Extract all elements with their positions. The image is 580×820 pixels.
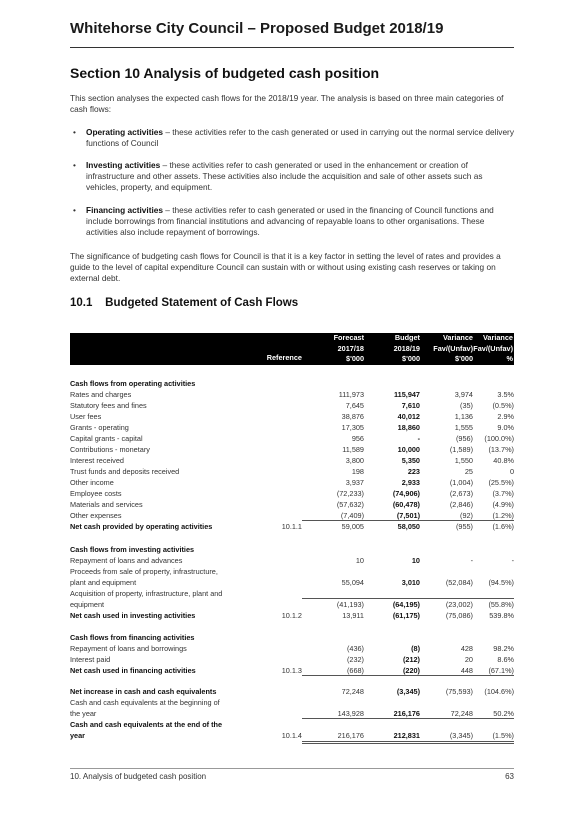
row-variance-percent: (0.5%)	[492, 401, 514, 410]
row-variance-percent: (67.1%)	[488, 666, 514, 675]
table-row	[70, 555, 514, 566]
row-label: Cash flows from financing activities	[70, 633, 195, 642]
bullet-term: Operating activities	[86, 127, 164, 137]
row-reference: 10.1.1	[281, 522, 302, 531]
row-label: Repayment of loans and borrowings	[70, 644, 187, 653]
col-variance-line: Variance	[482, 333, 513, 342]
table-row	[70, 566, 514, 577]
table-total-row	[70, 686, 514, 697]
row-variance: 25	[464, 467, 473, 476]
table-total-row	[70, 719, 514, 730]
table-section-heading	[70, 378, 514, 389]
row-variance-percent: (25.5%)	[488, 478, 514, 487]
row-variance: (75,086)	[445, 611, 473, 620]
subsection-title: 10.1 Budgeted Statement of Cash Flows	[70, 297, 299, 309]
row-forecast: (7,409)	[340, 511, 364, 520]
table-underline	[302, 598, 514, 599]
row-variance-percent: (1.5%)	[492, 731, 514, 740]
row-variance: 1,136	[454, 412, 473, 421]
row-forecast: (668)	[346, 666, 364, 675]
footer-divider	[70, 768, 514, 769]
row-variance-percent: 98.2%	[493, 644, 514, 653]
table-underline	[302, 743, 514, 744]
table-row	[70, 389, 514, 400]
row-budget: 2,933	[401, 478, 420, 487]
row-budget: 216,176	[393, 709, 420, 718]
table-row	[70, 643, 514, 654]
bullet-text	[86, 160, 514, 193]
row-label: Cash flows from operating activities	[70, 379, 196, 388]
row-label: Net cash used in investing activities	[70, 611, 196, 620]
bullet-dot-icon: •	[73, 160, 76, 170]
row-label: Employee costs	[70, 489, 122, 498]
row-label: Grants - operating	[70, 423, 129, 432]
row-label: Net increase in cash and cash equivalents	[70, 687, 217, 696]
row-budget: 212,831	[393, 731, 420, 740]
row-variance-percent: (55.8%)	[488, 600, 514, 609]
row-variance: (1,589)	[449, 445, 473, 454]
row-label: Cash flows from investing activities	[70, 545, 195, 554]
row-variance-percent: (1.2%)	[492, 511, 514, 520]
row-variance: -	[470, 556, 473, 565]
table-row	[70, 697, 514, 708]
table-total-row	[70, 521, 514, 532]
row-forecast: 59,005	[341, 522, 364, 531]
row-budget: 7,610	[401, 401, 420, 410]
col-forecast-line: $'000	[346, 354, 364, 363]
document-header: Whitehorse City Council – Proposed Budget 2018/19	[70, 20, 444, 37]
row-variance: (956)	[455, 434, 473, 443]
row-budget: (61,175)	[392, 611, 420, 620]
row-budget: 223	[407, 467, 420, 476]
row-forecast: (41,193)	[336, 600, 364, 609]
table-row	[70, 466, 514, 477]
bullet-operating	[70, 127, 514, 149]
row-variance: (955)	[455, 522, 473, 531]
row-forecast: (72,233)	[336, 489, 364, 498]
row-variance-percent: 50.2%	[493, 709, 514, 718]
row-forecast: 72,248	[341, 687, 364, 696]
row-variance-percent: 539.8%	[489, 611, 514, 620]
table-underline	[302, 718, 514, 719]
row-forecast: 17,305	[341, 423, 364, 432]
row-variance-percent: (94.5%)	[488, 578, 514, 587]
row-budget: 18,860	[397, 423, 420, 432]
col-variance-line: $'000	[455, 354, 473, 363]
row-forecast: 216,176	[337, 731, 364, 740]
row-label: Other income	[70, 478, 114, 487]
row-forecast: 55,094	[341, 578, 364, 587]
row-variance: (92)	[460, 511, 473, 520]
row-budget: 58,050	[397, 522, 420, 531]
row-label: User fees	[70, 412, 102, 421]
significance-paragraph: The significance of budgeting cash flows for Council is that it is a key factor in setting the level of rates and provides a guide to the level of capital expenditure Council can sustain with or without using existing cash reserves or taking on external debt.	[70, 251, 501, 283]
row-forecast: 13,911	[342, 611, 364, 620]
table-total-row	[70, 610, 514, 621]
bullet-description: – these activities refer to cash generated or used in the financing of Council functions and include borrowings from financial institutions and advancing of repayable loans to other organisations. These activities also include repayment of borrowings.	[86, 205, 494, 237]
row-variance: 1,555	[454, 423, 473, 432]
col-reference: Reference	[266, 353, 302, 362]
header-divider	[70, 47, 514, 48]
row-label: Acquisition of property, infrastructure, plant and	[70, 589, 223, 598]
row-variance-percent: 3.5%	[497, 390, 514, 399]
row-budget: (220)	[402, 666, 420, 675]
col-budget-line: Budget	[394, 333, 420, 342]
row-label: year	[70, 731, 86, 740]
col-budget	[364, 333, 420, 365]
table-row	[70, 455, 514, 466]
row-label: Contributions - monetary	[70, 445, 150, 454]
col-variance-line: Fav/(Unfav)	[473, 343, 513, 353]
table-underline	[302, 675, 514, 676]
row-forecast: (436)	[346, 644, 364, 653]
col-budget-line: 2018/19	[393, 343, 420, 353]
row-budget: (7,501)	[396, 511, 420, 520]
bullet-description: – these activities refer to the cash generated or used in carrying out the normal service delivery functions of Council	[86, 127, 514, 148]
row-forecast: 3,937	[345, 478, 364, 487]
intro-paragraph: This section analyses the expected cash flows for the 2018/19 year. The analysis is based on three main categories of cash flows:	[70, 93, 504, 114]
table-row	[70, 400, 514, 411]
row-forecast: (232)	[346, 655, 364, 664]
row-label: Interest received	[70, 456, 124, 465]
row-label: equipment	[70, 600, 105, 609]
table-underline	[302, 520, 514, 521]
row-forecast: 198	[351, 467, 364, 476]
row-forecast: 7,645	[345, 401, 364, 410]
row-budget: (212)	[402, 655, 420, 664]
bullet-financing	[70, 205, 514, 238]
row-variance-percent: -	[511, 556, 514, 565]
table-row	[70, 488, 514, 499]
row-label: Materials and services	[70, 500, 143, 509]
row-variance: (23,002)	[445, 600, 473, 609]
table-row	[70, 444, 514, 455]
row-variance: (52,084)	[445, 578, 473, 587]
section-title: Section 10 Analysis of budgeted cash position	[70, 65, 380, 81]
bullet-text	[86, 127, 514, 149]
row-label: Interest paid	[70, 655, 111, 664]
row-budget: 3,010	[401, 578, 420, 587]
table-header	[70, 333, 514, 365]
col-variance-percent	[473, 333, 513, 365]
row-variance-percent: 8.6%	[497, 655, 514, 664]
table-row	[70, 499, 514, 510]
table-row	[70, 599, 514, 610]
row-label: Cash and cash equivalents at the beginning of	[70, 698, 220, 707]
table-row	[70, 654, 514, 665]
col-variance-line: %	[506, 354, 513, 363]
row-variance-percent: 40.8%	[493, 456, 514, 465]
row-label: Rates and charges	[70, 390, 132, 399]
table-row	[70, 433, 514, 444]
bullet-term: Investing activities	[86, 160, 161, 170]
row-budget: (64,195)	[392, 600, 420, 609]
col-budget-line: $'000	[402, 354, 420, 363]
row-forecast: 38,876	[341, 412, 364, 421]
row-forecast: (57,632)	[336, 500, 364, 509]
bullet-investing	[70, 160, 514, 193]
row-variance: 3,974	[454, 390, 473, 399]
row-label: Other expenses	[70, 511, 122, 520]
row-variance-percent: (4.9%)	[492, 500, 514, 509]
row-variance: (2,846)	[449, 500, 473, 509]
row-reference: 10.1.2	[281, 611, 302, 620]
row-budget: (60,478)	[392, 500, 420, 509]
bullet-description: – these activities refer to cash generated or used in the enhancement or creation of infrastructure and other assets. These activities also include the acquisition and sale of other assets such as vehicles, property, and equipment.	[86, 160, 483, 192]
row-variance-percent: 0	[509, 467, 514, 476]
table-row	[70, 477, 514, 488]
row-variance-percent: (13.7%)	[488, 445, 514, 454]
row-variance-percent: (100.0%)	[484, 434, 514, 443]
table-row	[70, 422, 514, 433]
row-reference: 10.1.4	[281, 731, 302, 740]
row-label: Net cash used in financing activities	[70, 666, 196, 675]
col-variance-line: Fav/(Unfav)	[433, 343, 473, 353]
table-total-row	[70, 730, 514, 741]
row-forecast: 956	[351, 434, 364, 443]
row-label: Proceeds from sale of property, infrastructure,	[70, 567, 218, 576]
row-variance-percent: (3.7%)	[492, 489, 514, 498]
row-variance-percent: (104.6%)	[484, 687, 514, 696]
row-variance: 20	[464, 655, 473, 664]
row-forecast: 111,973	[338, 390, 364, 399]
row-budget: 115,947	[394, 390, 420, 399]
row-label: Repayment of loans and advances	[70, 556, 183, 565]
row-label: Capital grants - capital	[70, 434, 143, 443]
row-variance: 72,248	[450, 709, 473, 718]
row-budget: (74,906)	[392, 489, 420, 498]
row-label: plant and equipment	[70, 578, 137, 587]
row-budget: (3,345)	[396, 687, 420, 696]
row-variance: (3,345)	[449, 731, 473, 740]
table-underline	[302, 741, 514, 742]
row-forecast: 3,800	[345, 456, 364, 465]
row-forecast: 11,589	[342, 445, 364, 454]
row-budget: 40,012	[397, 412, 420, 421]
footer-section-label: 10. Analysis of budgeted cash position	[70, 772, 207, 781]
row-variance: (2,673)	[449, 489, 473, 498]
row-variance-percent: 9.0%	[497, 423, 514, 432]
page-number: 63	[505, 772, 514, 781]
row-budget: 10,000	[397, 445, 420, 454]
row-label: Net cash provided by operating activities	[70, 522, 213, 531]
row-variance: 448	[460, 666, 473, 675]
col-forecast-line: 2017/18	[337, 343, 364, 353]
table-section-heading	[70, 544, 514, 555]
row-budget: 10	[411, 556, 420, 565]
row-variance-percent: 2.9%	[497, 412, 514, 421]
row-label: Trust funds and deposits received	[70, 467, 180, 476]
col-variance-amount	[420, 333, 473, 365]
row-variance: 1,550	[454, 456, 473, 465]
row-label: Cash and cash equivalents at the end of the	[70, 720, 223, 729]
row-budget: (8)	[411, 644, 420, 653]
row-variance: 428	[460, 644, 473, 653]
table-section-heading	[70, 632, 514, 643]
col-forecast	[302, 333, 364, 365]
row-reference: 10.1.3	[281, 666, 302, 675]
row-label: the year	[70, 709, 97, 718]
col-forecast-line: Forecast	[333, 333, 364, 342]
bullet-dot-icon: •	[73, 205, 76, 215]
row-variance: (35)	[460, 401, 473, 410]
row-variance-percent: (1.6%)	[492, 522, 514, 531]
table-row	[70, 577, 514, 588]
bullet-term: Financing activities	[86, 205, 163, 215]
row-variance: (1,004)	[449, 478, 473, 487]
table-row	[70, 411, 514, 422]
row-variance: (75,593)	[445, 687, 473, 696]
row-label: Statutory fees and fines	[70, 401, 147, 410]
row-budget: 5,350	[401, 456, 420, 465]
row-forecast: 143,928	[337, 709, 364, 718]
col-variance-line: Variance	[442, 333, 473, 342]
row-forecast: 10	[355, 556, 364, 565]
bullet-text	[86, 205, 514, 238]
bullet-dot-icon: •	[73, 127, 76, 137]
row-budget: -	[417, 434, 420, 443]
